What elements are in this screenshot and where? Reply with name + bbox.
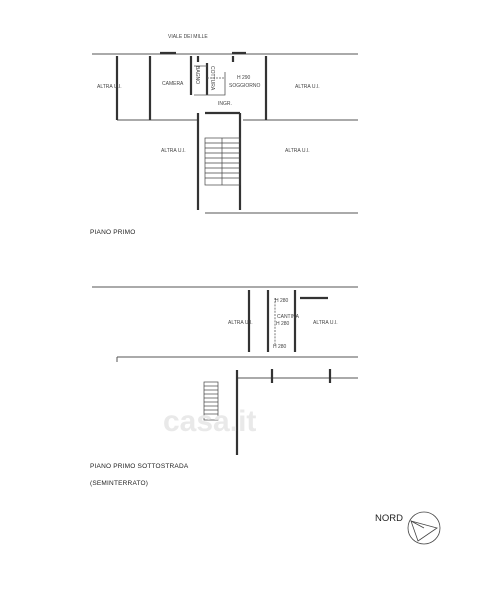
upper-staircase	[205, 138, 240, 185]
altra-ui-lower-right-label: ALTRA U.I.	[285, 148, 310, 154]
bagno-label: BAGNO	[194, 66, 200, 85]
lower-plan-caption: PIANO PRIMO SOTTOSTRADA	[90, 463, 189, 470]
cantina-height-label: H 280	[276, 321, 290, 327]
north-arrow-icon	[408, 512, 440, 544]
soggiorno-label: SOGGIORNO	[229, 83, 261, 89]
upper-plan-caption: PIANO PRIMO	[90, 229, 136, 236]
north-label: NORD	[375, 513, 403, 524]
cottura-label: COTTURA	[209, 66, 215, 91]
altra-ui-basement-left-label: ALTRA U.I.	[228, 320, 253, 326]
altra-ui-upper-right-label: ALTRA U.I.	[295, 84, 320, 90]
street-label: VIALE DEI MILLE	[168, 34, 208, 40]
altra-ui-basement-right-label: ALTRA U.I.	[313, 320, 338, 326]
altra-ui-lower-left-label: ALTRA U.I.	[161, 148, 186, 154]
lower-corridor-posts	[272, 369, 330, 383]
cantina-bottom-height-label: H 280	[273, 344, 287, 350]
lower-plan-subcaption: (SEMINTERRATO)	[90, 480, 149, 487]
camera-label: CAMERA	[162, 81, 184, 87]
altra-ui-upper-left-label: ALTRA U.I.	[97, 84, 122, 90]
watermark: casa.it	[163, 405, 257, 438]
cantina-label: CANTINA	[277, 314, 299, 320]
window-markers	[198, 56, 233, 62]
cantina-top-height-label: H 280	[275, 298, 289, 304]
ingresso-label: INGR.	[218, 101, 232, 107]
soggiorno-height-label: H 290	[237, 75, 251, 81]
